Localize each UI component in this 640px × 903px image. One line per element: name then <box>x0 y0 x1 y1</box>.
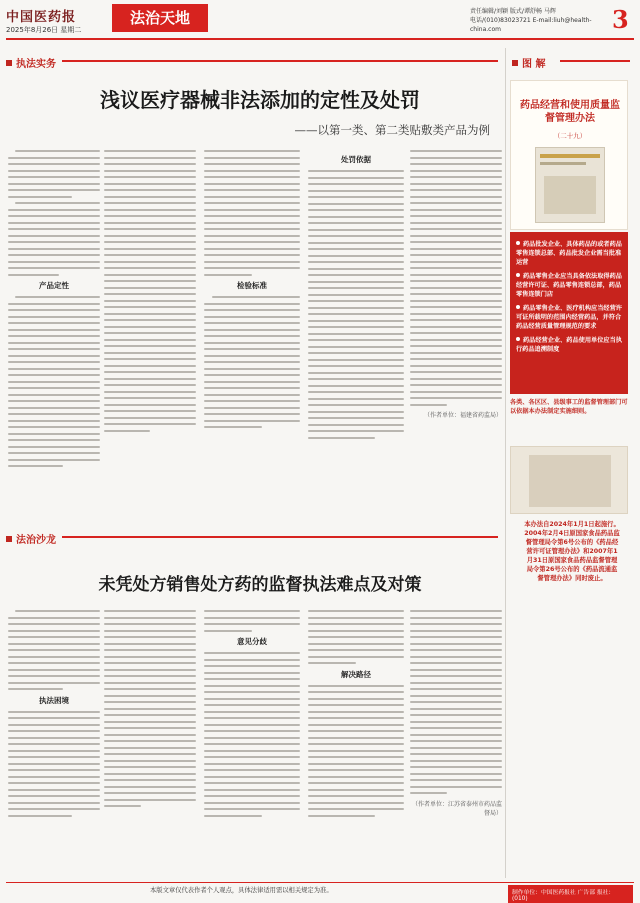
header-divider <box>6 38 634 40</box>
effective-notice: 本办法自2024年1月1日起施行。2004年2月4日原国家食品药品监督管理局令第6号公布的《药品经营许可证管理办法》和2007年1月31日原国家食品药品监督管理局令第26号公布的《药品流通监督管理办法》同时废止。 <box>524 521 620 582</box>
text-column-6 <box>8 610 100 821</box>
author-affiliation: （作者单位：江苏省泰州市药品监督局） <box>411 800 502 817</box>
square-icon <box>6 60 12 66</box>
section-heading: 意见分歧 <box>237 637 267 646</box>
list-item: 药品经营企业、药品使用单位应当执行药品追溯制度 <box>516 337 622 353</box>
book-title: 药品经营和使用质量监督管理办法 <box>520 100 620 124</box>
article-subtitle: ——以第一类、第二类贴敷类产品为例 <box>294 123 490 137</box>
footer-disclaimer: 本版文章仅代表作者个人观点，具体法律适用需以相关规定为准。 <box>150 887 333 894</box>
editor-info <box>470 7 620 34</box>
footer-divider <box>6 882 634 883</box>
section-rule <box>62 536 498 538</box>
section-heading: 处罚依据 <box>341 155 371 164</box>
list-item: 药品批发企业、具体药品的或者药品零售连锁总部、药品批发企业需当批准运营 <box>516 241 622 266</box>
text-column-5 <box>410 150 502 419</box>
text-column-7 <box>104 610 196 812</box>
section-label-illustration <box>512 55 545 70</box>
text-column-1 <box>8 150 100 472</box>
book-subtitle: （二十九） <box>553 132 587 140</box>
section-heading: 解决路径 <box>341 669 371 679</box>
square-icon <box>6 536 12 542</box>
bullet-icon <box>516 337 520 341</box>
contact-line: 电话/(010)83023721 E-mail:liuh@health-china.com <box>470 17 592 33</box>
section-label-salon <box>6 531 56 546</box>
book-illustration <box>510 80 628 230</box>
footer-producer: 制作单位：中国医药报社 广告部 报社：(010) <box>508 885 633 903</box>
section-label-enforcement <box>6 55 56 70</box>
editor-line: 责任编辑/刘颖 版式/谭舒畅 马辉 <box>470 8 556 15</box>
bullet-icon <box>516 305 520 309</box>
text-column-10 <box>410 610 502 817</box>
document-illustration <box>510 446 628 514</box>
text-column-9 <box>308 610 404 821</box>
section-rule <box>560 60 630 62</box>
bullet-icon <box>516 241 520 245</box>
list-item: 药品零售企业、医疗机构应当经营许可证所载明的范围内经营药品，并符合药品经营质量管理规范的要求 <box>516 305 622 330</box>
points-box <box>510 232 628 394</box>
list-item: 药品零售企业应当具备依法取得药品经营许可证、药品零售连锁总部，药品零售连锁门店 <box>516 273 622 298</box>
issue-date: 2025年8月26日 星期二 <box>6 26 82 34</box>
section-title: 法治天地 <box>112 4 208 32</box>
masthead: 中国医药报 <box>6 10 77 25</box>
sidebar-note: 各类、各区区、县级事工的监督管理部门可以依据本办法制定实施细则。 <box>510 399 628 415</box>
section-label-text: 图 解 <box>522 59 546 70</box>
square-icon <box>512 60 518 66</box>
article-title: 浅议医疗器械非法添加的定性及处罚 <box>100 88 420 112</box>
page-number: 3 <box>612 5 629 34</box>
text-column-2 <box>104 150 196 436</box>
text-column-8 <box>204 610 300 821</box>
section-label-text: 执法实务 <box>16 59 56 70</box>
section-heading: 产品定性 <box>39 281 69 290</box>
book-cover-image <box>535 147 605 223</box>
bullet-icon <box>516 273 520 277</box>
text-column-3 <box>204 150 300 433</box>
column-divider <box>505 48 506 878</box>
article-title-2: 未凭处方销售处方药的监督执法难点及对策 <box>98 575 422 595</box>
author-affiliation: （作者单位：福建省药监局） <box>423 412 502 419</box>
section-label-text: 法治沙龙 <box>16 535 56 546</box>
section-rule <box>62 60 498 62</box>
section-heading: 执法困境 <box>39 695 69 705</box>
text-column-4 <box>308 150 404 443</box>
section-heading: 检验标准 <box>237 281 267 290</box>
